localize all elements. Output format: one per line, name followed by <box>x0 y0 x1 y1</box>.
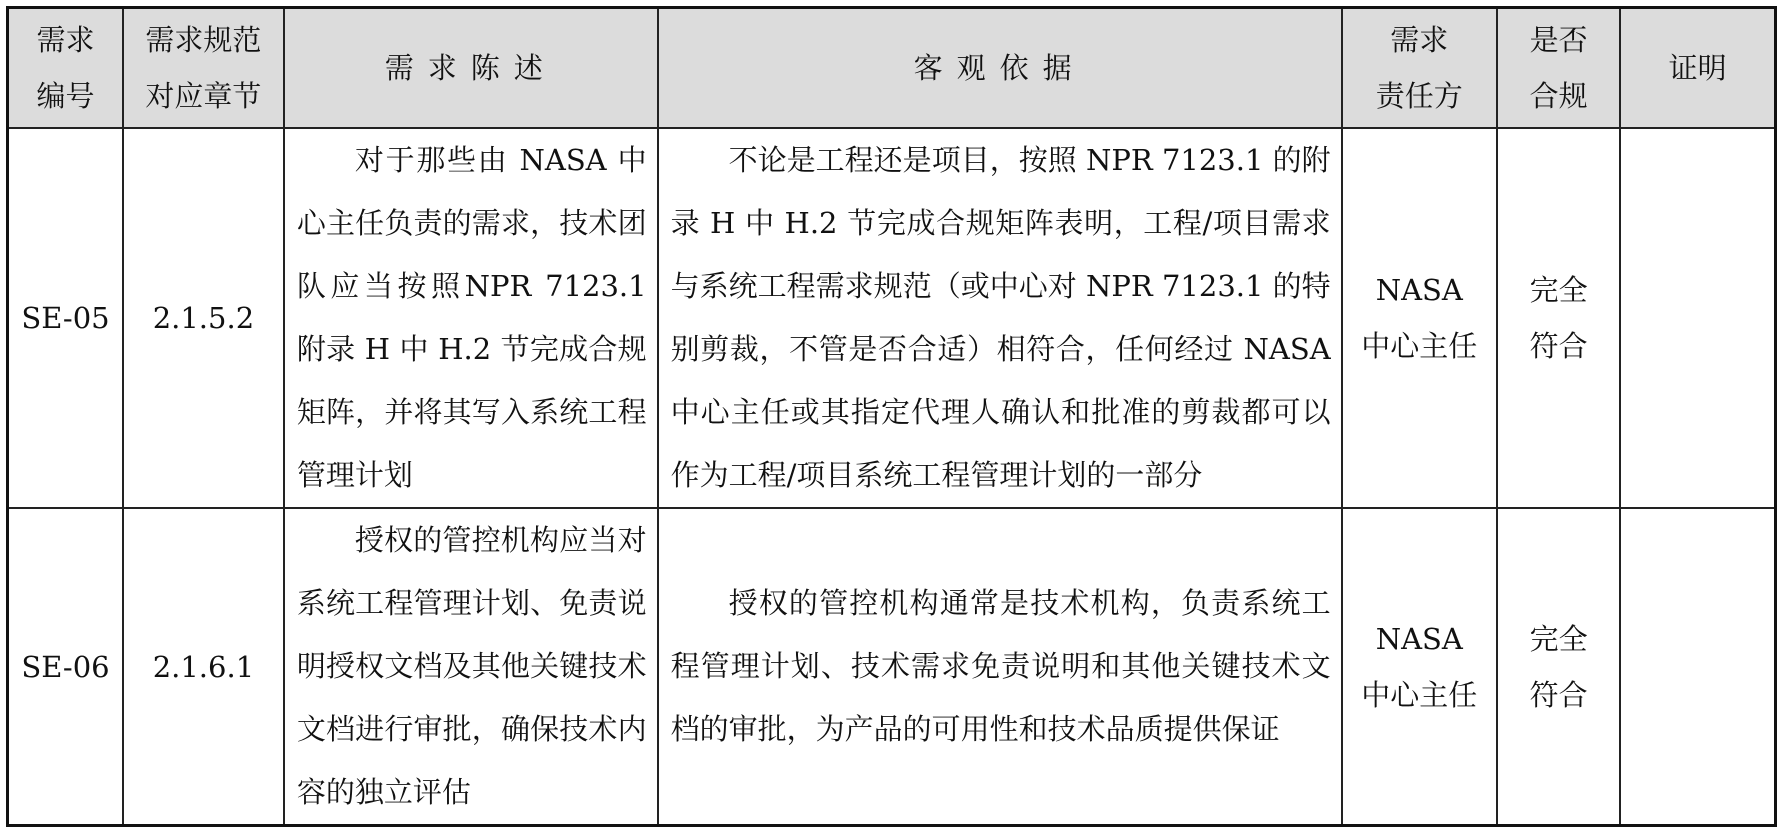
header-owner-line1: 需求 <box>1390 23 1449 57</box>
cell-id: SE-06 <box>8 508 124 826</box>
header-id <box>8 8 124 129</box>
table-header <box>8 8 1776 129</box>
statement-text: 对于那些由 NASA 中心主任负责的需求，技术团队应当按照NPR 7123.1 附录 H 中 H.2 节完成合规矩阵，并将其写入系统工程管理计划 <box>296 143 647 492</box>
cell-compliance <box>1497 128 1620 508</box>
owner-line2: 中心主任 <box>1361 677 1478 712</box>
compliance-line1: 完全 <box>1529 273 1588 307</box>
compliance-line2: 符合 <box>1529 677 1588 712</box>
cell-chapter: 2.1.5.2 <box>123 128 284 508</box>
owner-line1: NASA <box>1375 621 1463 656</box>
requirements-table <box>6 6 1777 827</box>
header-chapter-line2: 对应章节 <box>145 79 262 113</box>
cell-compliance <box>1497 508 1620 826</box>
statement-text: 授权的管控机构应当对系统工程管理计划、免责说明授权文档及其他关键技术文档进行审批，确保技术内容的独立评估 <box>296 523 647 809</box>
owner-line1: NASA <box>1375 273 1463 307</box>
table-row <box>8 508 1776 826</box>
header-statement: 需求陈述 <box>284 8 658 129</box>
header-owner <box>1342 8 1497 129</box>
header-chapter-line1: 需求规范 <box>145 23 262 57</box>
cell-proof <box>1620 128 1775 508</box>
header-chapter <box>123 8 284 129</box>
basis-text: 不论是工程还是项目，按照 NPR 7123.1 的附录 H 中 H.2 节完成合规矩阵表明，工程/项目需求与系统工程需求规范（或中心对 NPR 7123.1 的特别剪裁，不管是否合适）相符合，任何经过 NASA 中心主任或其指定代理人确认和批准的剪裁都可以作为工程/项目系统工程管理计划的一部分 <box>670 143 1331 492</box>
table-row <box>8 128 1776 508</box>
cell-statement <box>284 508 658 826</box>
header-id-line2: 编号 <box>36 79 95 113</box>
cell-statement <box>284 128 658 508</box>
header-proof: 证明 <box>1620 8 1775 129</box>
cell-id: SE-05 <box>8 128 124 508</box>
basis-text: 授权的管控机构通常是技术机构，负责系统工程管理计划、技术需求免责说明和其他关键技术文档的审批，为产品的可用性和技术品质提供保证 <box>670 586 1331 746</box>
header-compliance-line2: 合规 <box>1529 79 1588 113</box>
compliance-line1: 完全 <box>1529 621 1588 656</box>
cell-basis <box>658 508 1342 826</box>
compliance-line2: 符合 <box>1529 329 1588 363</box>
header-owner-line2: 责任方 <box>1375 79 1463 113</box>
owner-line2: 中心主任 <box>1361 329 1478 363</box>
cell-chapter: 2.1.6.1 <box>123 508 284 826</box>
header-compliance <box>1497 8 1620 129</box>
cell-owner <box>1342 128 1497 508</box>
cell-basis <box>658 128 1342 508</box>
header-id-line1: 需求 <box>36 23 95 57</box>
cell-owner <box>1342 508 1497 826</box>
cell-proof <box>1620 508 1775 826</box>
header-compliance-line1: 是否 <box>1529 23 1588 57</box>
header-basis: 客观依据 <box>658 8 1342 129</box>
